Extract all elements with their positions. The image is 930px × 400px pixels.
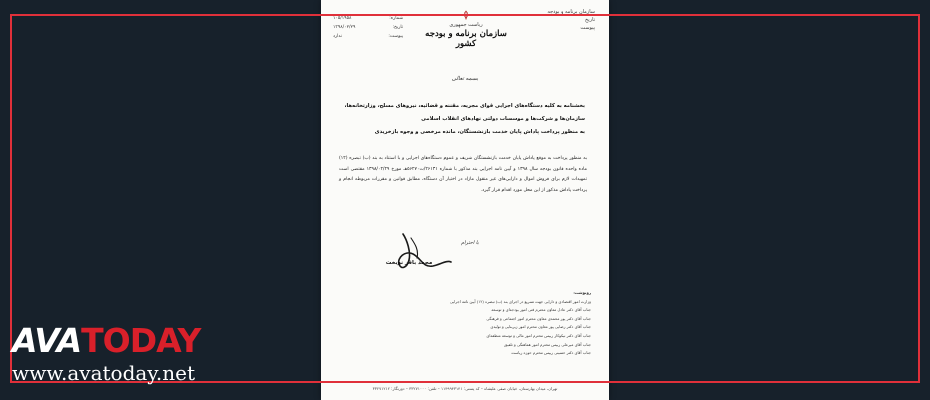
logo-today: TODAY xyxy=(81,321,201,360)
header-right xyxy=(545,8,595,32)
cc-list xyxy=(351,289,591,358)
letterhead xyxy=(421,10,511,49)
cc-line: جناب آقای دکتر عادل معاون محترم فنی امور بودجه‌ای و توسعه xyxy=(491,307,591,313)
meta-label: شماره: xyxy=(389,16,403,21)
meta-value: ۱۳۹۸/۰۲/۲۹ xyxy=(333,25,356,30)
meta-row xyxy=(333,32,403,41)
iran-emblem-icon xyxy=(461,10,471,20)
header-right-line: تاریخ xyxy=(585,17,595,23)
cc-line: جناب آقای دکتر حسینی رییس محترم حوزه ریاست xyxy=(511,350,591,356)
header-right-line: سازمان برنامه و بودجه xyxy=(547,9,595,15)
addressee-line: بخشنامه به کلیه دستگاه‌های اجرایی قوای مجریه، مقننه و قضائیه، نیروهای مسلح، وزارتخانه‌ها، xyxy=(344,103,585,109)
meta-value: ندارد xyxy=(333,34,343,39)
logo-url: www.avatoday.net xyxy=(12,361,196,385)
bismillah: بسمه تعالی xyxy=(451,76,479,82)
org-title: سازمان برنامه و بودجه کشور xyxy=(425,29,507,49)
sign-greeting: با احترام xyxy=(461,240,479,246)
org-subtitle: ریاست جمهوری xyxy=(449,22,483,28)
avatoday-logo xyxy=(12,321,201,385)
cc-line: وزارت امور اقتصادی و دارایی جهت تسریع در اجرای بند (ب) تبصره (۱۲) آیین نامه اجرایی xyxy=(449,298,591,304)
meta-row xyxy=(333,23,403,32)
letter-meta xyxy=(333,14,403,41)
meta-value: ۱۰۵/۱۹۵۸ xyxy=(333,16,352,21)
signatory-name: محمد باقر نوبخت xyxy=(385,260,433,266)
meta-label: پیوست: xyxy=(388,34,403,39)
addressee-block xyxy=(335,100,585,139)
meta-label: تاریخ: xyxy=(392,25,403,30)
document-page xyxy=(321,0,609,400)
cc-line: جناب آقای دکتر پور محمدی معاون محترم امور اجتماعی و فرهنگی xyxy=(486,315,591,321)
meta-row xyxy=(333,14,403,23)
addressee-line: سازمان‌ها و شرکت‌ها و موسسات دولتی نهادهای انقلاب اسلامی xyxy=(421,116,585,122)
letter-footer: تهران، میدان بهارستان، خیابان صفی علیشاه – کد پستی: ۱۱۴۹۹۴۳۱۴۱ – تلفن: ۳۳۲۷۱۰۰۰ – دورنگار: ۳۳۲۷۱۲۱۲ xyxy=(321,382,609,391)
cc-line: جناب آقای دکتر نیکوکار رییس محترم امور مالی و توسعه منطقه‌ای xyxy=(486,332,591,338)
signature-scribble xyxy=(393,230,455,276)
logo-ava: AVA xyxy=(12,321,82,360)
cc-line: جناب آقای دکتر رضایی پور معاون محترم امور زیربنایی و تولیدی xyxy=(490,324,591,330)
cc-line: رونوشت: xyxy=(573,290,591,295)
letter-body: به منظور پرداخت به موقع پاداش پایان خدمت بازنشستگان شریف و عموم دستگاه‌های اجرایی و با استناد به بند (ب) تبصره (۱۲) ماده واحده قانون بودجه سال ۱۳۹۸ و آیین نامه اجرایی بند مذکور با شماره ۲۶۱۳۱/ت۵۶۲۷۰هـ مورخ ۱۳۹۸/۰۲/۲۹ مقتضی است تمهیدات لازم برای فروش اموال و دارایی‌های غیر منقول مازاد در اختیار آن دستگاه، مطابق قوانین و مقررات مربوطه انجام و پرداخت پاداش مذکور از این محل مورد اقدام قرار گیرد. xyxy=(339,156,587,193)
header-right-line: پیوست xyxy=(580,25,595,31)
addressee-line: به منظور پرداخت پاداش پایان خدمت بازنشستگان، مانده مرخصی و وجوه بازخریدی xyxy=(374,129,585,135)
cc-line: جناب آقای میرعلی رییس محترم امور هماهنگی و تلفیق xyxy=(504,341,591,347)
